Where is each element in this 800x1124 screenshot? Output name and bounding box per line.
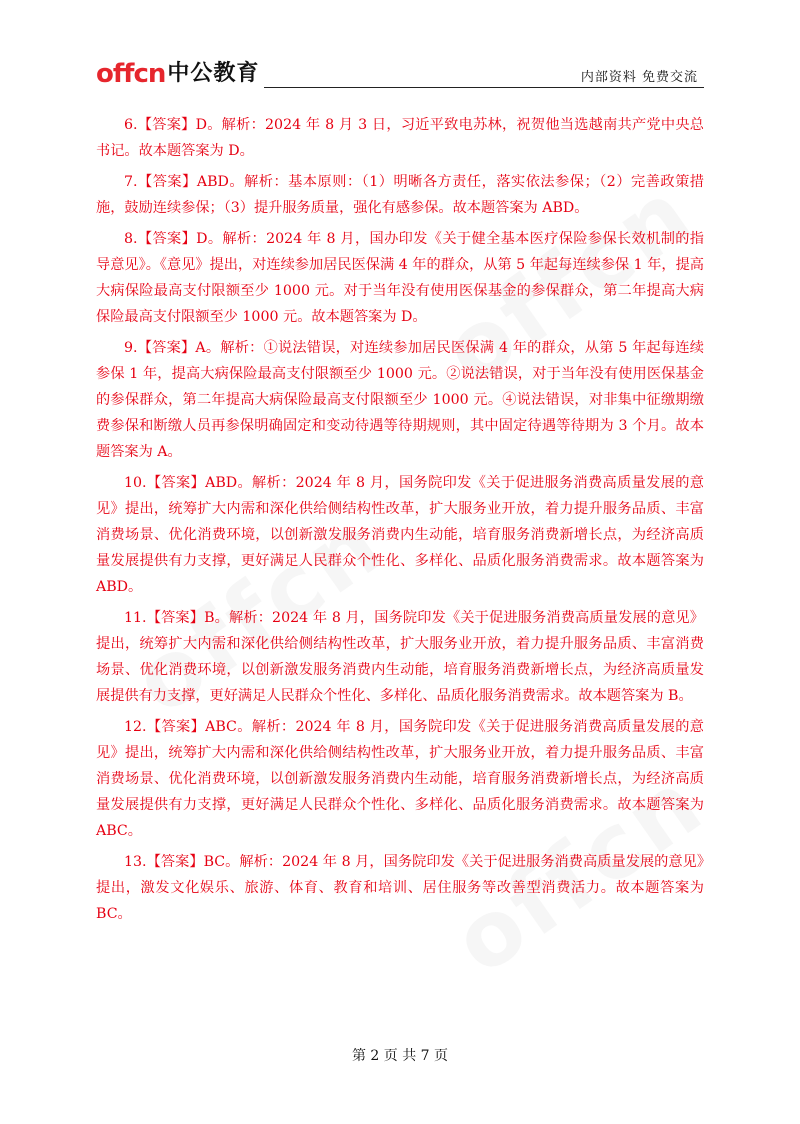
answer-paragraph-6: 6.【答案】D。解析：2024 年 8 月 3 日，习近平致电苏林，祝贺他当选越南共产党中央总书记。故本题答案为 D。	[96, 117, 704, 159]
answer-paragraph-11: 11.【答案】B。解析：2024 年 8 月，国务院印发《关于促进服务消费高质量发展的意见》提出，统筹扩大内需和深化供给侧结构性改革，扩大服务业开放，着力提升服务品质、丰富消费场景、优化消费环境，以创新激发服务消费内生动能，培育服务消费新增长点，为经济高质量发展提供有力支撑，更好满足人民群众个性化、多样化、品质化服务消费需求。故本题答案为 B。	[96, 610, 704, 704]
page-number: 第 2 页 共 7 页	[351, 1048, 449, 1064]
answer-paragraph-9: 9.【答案】A。解析：①说法错误，对连续参加居民医保满 4 年的群众，从第 5 年起每连续参保 1 年，提高大病保险最高支付限额至少 1000 元。②说法错误，对于当年没有使用医保基金的参保群众，第二年提高大病保险最高支付限额至少 1000 元。④说法错误，对非集中征缴期缴费参保和断缴人员再参保明确固定和变动待遇等待期规则，其中固定待遇等待期为 3 个月。故本题答案为 A。	[96, 340, 704, 460]
answer-paragraph-7: 7.【答案】ABD。解析：基本原则：（1）明晰各方责任，落实依法参保；（2）完善政策措施，鼓励连续参保；（3）提升服务质量，强化有感参保。故本题答案为 ABD。	[96, 174, 704, 216]
logo-chinese-text: 中公教育	[167, 61, 260, 86]
answer-content	[96, 112, 704, 932]
answer-paragraph-8: 8.【答案】D。解析：2024 年 8 月，国办印发《关于健全基本医疗保险参保长效机制的指导意见》。《意见》提出，对连续参加居民医保满 4 年的群众，从第 5 年起每连续参保 1 年，提高大病保险最高支付限额至少 1000 元。对于当年没有使用医保基金的参保群众，第二年提高大病保险最高支付限额至少 1000 元。故本题答案为 D。	[96, 231, 704, 325]
answer-paragraph-13: 13.【答案】BC。解析：2024 年 8 月，国务院印发《关于促进服务消费高质量发展的意见》提出，激发文化娱乐、旅游、体育、教育和培训、居住服务等改善型消费活力。故本题答案为 BC。	[96, 854, 704, 922]
header-rule	[264, 87, 704, 88]
brand-logo	[96, 58, 259, 88]
header-notice: 内部资料 免费交流	[580, 70, 698, 85]
answer-paragraph-12: 12.【答案】ABC。解析：2024 年 8 月，国务院印发《关于促进服务消费高质量发展的意见》提出，统筹扩大内需和深化供给侧结构性改革，扩大服务业开放，着力提升服务品质、丰富消费场景、优化消费环境，以创新激发服务消费内生动能，培育服务消费新增长点，为经济高质量发展提供有力支撑，更好满足人民群众个性化、多样化、品质化服务消费需求。故本题答案为 ABC。	[96, 719, 704, 839]
logo-latin-text: offcn	[96, 59, 166, 89]
answer-paragraph-10: 10.【答案】ABD。解析：2024 年 8 月，国务院印发《关于促进服务消费高质量发展的意见》提出，统筹扩大内需和深化供给侧结构性改革，扩大服务业开放，着力提升服务品质、丰富消费场景、优化消费环境，以创新激发服务消费内生动能，培育服务消费新增长点，为经济高质量发展提供有力支撑，更好满足人民群众个性化、多样化、品质化服务消费需求。故本题答案为 ABD。	[96, 475, 704, 595]
page-header	[96, 58, 704, 90]
